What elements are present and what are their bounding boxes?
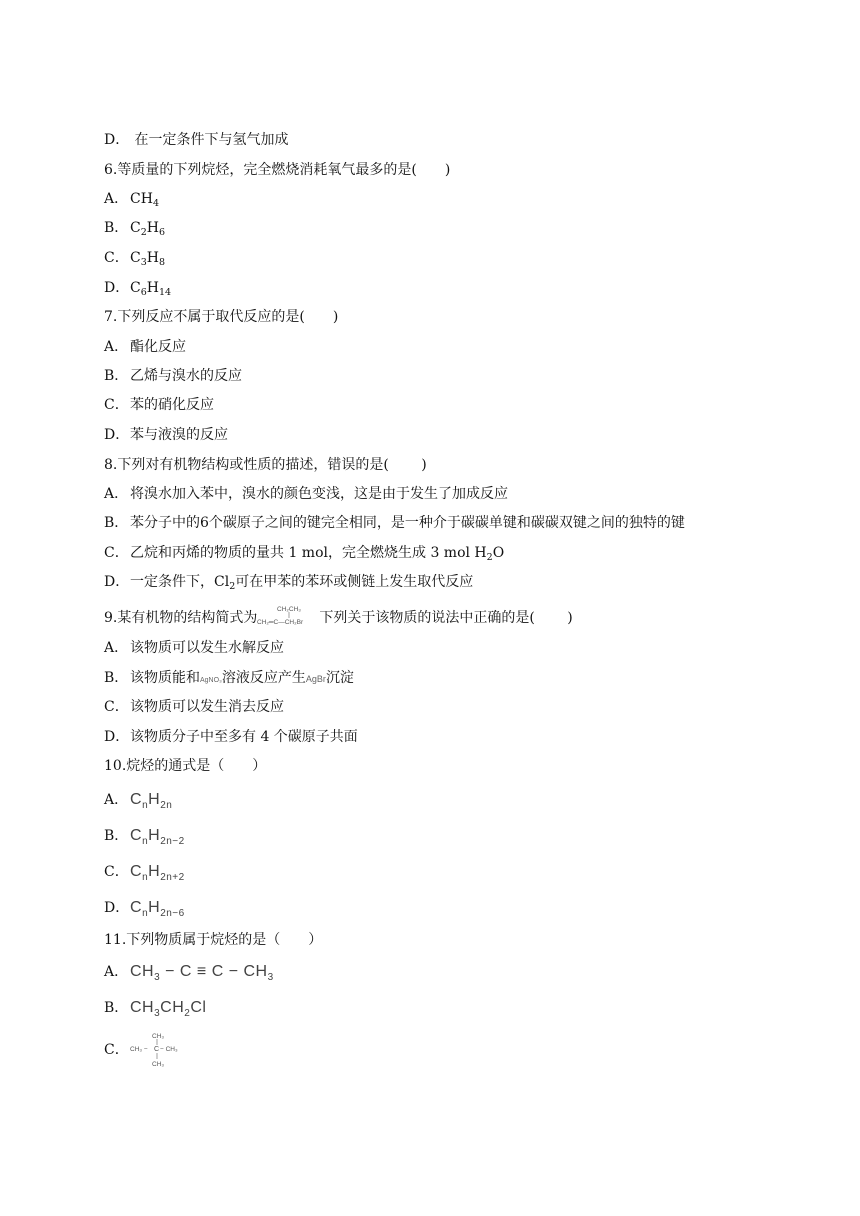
option-text: 乙烯与溴水的反应 <box>130 368 242 384</box>
formula-sub: n <box>142 836 149 847</box>
formula-sub: 6 <box>158 227 166 238</box>
q10-option-a <box>104 790 172 816</box>
struct-main-label: CH₂═C—CH₂Br <box>257 619 304 626</box>
formula-c: C <box>130 899 143 916</box>
struct-right: − CH₃ <box>160 1046 178 1053</box>
q10-option-d <box>104 898 185 924</box>
option-label: C． <box>104 699 129 715</box>
formula-c: C <box>130 220 141 236</box>
formula-sub: 8 <box>158 257 166 268</box>
option-text: 该物质能和 <box>130 670 200 686</box>
option-label: D． <box>104 574 130 590</box>
option-text: 该物质可以发生消去反应 <box>130 699 284 715</box>
q10-option-c <box>104 862 185 888</box>
formula-h: H <box>148 791 161 808</box>
formula-part: CH <box>130 963 155 980</box>
option-text: O <box>492 545 505 561</box>
formula-c: C <box>130 791 143 808</box>
option-sub: 2 <box>486 552 493 563</box>
formula-c: C <box>130 280 141 296</box>
struct-top-label: CH₂CH₃ <box>277 606 302 613</box>
option-label: A． <box>104 339 129 355</box>
general-formula <box>130 827 185 847</box>
formula-sub: 2n <box>160 800 173 811</box>
q5-option-d <box>104 130 288 150</box>
q8-option-d <box>104 572 473 597</box>
formula-sub: 6 <box>140 287 147 298</box>
option-label: C． <box>104 1042 129 1058</box>
option-text: 沉淀 <box>325 670 354 686</box>
q11-option-a <box>104 962 274 988</box>
q8-option-c <box>104 543 504 568</box>
q6-stem: 6.等质量的下列烷烃，完全燃烧消耗氧气最多的是( ) <box>104 162 451 178</box>
general-formula <box>130 863 185 883</box>
formula-sub: 14 <box>158 287 172 298</box>
struct-left: CH₃ − <box>130 1046 148 1053</box>
option-label: D． <box>104 729 130 745</box>
option-label: B． <box>104 368 129 384</box>
option-sub: 2 <box>229 581 236 592</box>
formula-sub: n <box>142 908 149 919</box>
q8-option-b <box>104 513 685 533</box>
struct-center: C <box>154 1046 160 1053</box>
option-label: D． <box>104 280 130 296</box>
formula-part: Cl <box>190 999 207 1016</box>
q6-option-a <box>104 189 159 214</box>
option-label: C． <box>104 397 129 413</box>
structure-formula <box>130 1030 190 1070</box>
option-label: A． <box>104 640 129 656</box>
formula-sub: 4 <box>152 198 159 209</box>
formula-part: CH <box>130 999 155 1016</box>
q8-option-a <box>104 484 508 504</box>
option-text: 一定条件下，Cl <box>130 574 230 590</box>
q11-option-c <box>104 1030 190 1070</box>
option-text: 苯与液溴的反应 <box>130 427 228 443</box>
struct-top: CH₃ <box>152 1033 165 1040</box>
q7-option-b <box>104 366 242 386</box>
q11-option-b <box>104 998 206 1024</box>
general-formula <box>130 791 173 811</box>
q11-stem: 11.下列物质属于烷烃的是（ ） <box>104 932 323 948</box>
structure-formula <box>130 999 207 1019</box>
struct-bottom: CH₃ <box>152 1061 165 1068</box>
formula-h: H <box>146 220 159 236</box>
formula-sub: 2n+2 <box>160 872 185 883</box>
formula-c: C <box>130 863 143 880</box>
formula-sub: 3 <box>267 972 274 983</box>
q6-option-b <box>104 218 165 243</box>
option-label: B． <box>104 670 129 686</box>
formula-sub: n <box>142 872 149 883</box>
general-formula <box>130 899 185 919</box>
inline-formula: AgBr <box>305 674 326 684</box>
option-label: B． <box>104 515 129 531</box>
stem-text: 9.某有机物的结构简式为 <box>104 610 258 626</box>
structure-formula <box>257 604 319 626</box>
option-label: C． <box>104 250 129 266</box>
formula-h: H <box>148 863 161 880</box>
option-label: B． <box>104 1000 129 1016</box>
option-text: 该物质可以发生水解反应 <box>130 640 284 656</box>
formula-h: H <box>148 827 161 844</box>
option-label: D． <box>104 132 130 148</box>
option-label: B． <box>104 220 129 236</box>
formula-sub: 3 <box>140 257 147 268</box>
formula-sub: 3 <box>154 972 161 983</box>
formula-h: H <box>140 191 153 207</box>
option-text: 苯分子中的6个碳原子之间的键完全相同，是一种介于碳碳单键和碳碳双键之间的独特的键 <box>130 515 685 531</box>
formula-sub: 2 <box>184 1008 191 1019</box>
formula-sub: n <box>142 800 149 811</box>
q7-stem: 7.下列反应不属于取代反应的是( ) <box>104 309 339 325</box>
q7-option-c <box>104 395 214 415</box>
q6-option-d <box>104 278 171 303</box>
option-label: D． <box>104 900 130 916</box>
formula-sub: 3 <box>154 1008 161 1019</box>
q8-stem: 8.下列对有机物结构或性质的描述，错误的是( ) <box>104 457 427 473</box>
q10-stem: 10.烷烃的通式是（ ） <box>104 758 267 774</box>
q9-stem <box>104 604 573 628</box>
option-label: C． <box>104 864 129 880</box>
formula-sub: 2 <box>140 227 147 238</box>
formula-sub: 2n−2 <box>160 836 185 847</box>
option-label: A． <box>104 191 129 207</box>
formula-part: CH <box>160 999 185 1016</box>
option-text: 可在甲苯的苯环或侧链上发生取代反应 <box>235 574 474 590</box>
formula-part: − C ≡ C − CH <box>160 963 268 980</box>
q9-option-a <box>104 638 284 658</box>
structure-formula <box>130 963 274 983</box>
stem-text: 下列关于该物质的说法中正确的是( ) <box>319 610 573 626</box>
option-label: A． <box>104 964 129 980</box>
formula-sub: 2n−6 <box>160 908 185 919</box>
formula-c: C <box>130 250 141 266</box>
formula-h: H <box>146 250 159 266</box>
formula-c: C <box>130 827 143 844</box>
q9-option-c <box>104 697 284 717</box>
option-text: 将溴水加入苯中，溴水的颜色变浅，这是由于发生了加成反应 <box>130 486 508 502</box>
q6-option-c <box>104 248 165 273</box>
option-text: 酯化反应 <box>130 339 186 355</box>
formula-c: C <box>130 191 141 207</box>
option-text: 溶液反应产生 <box>221 670 306 686</box>
q7-option-a <box>104 337 186 357</box>
option-label: B． <box>104 828 129 844</box>
option-label: A． <box>104 486 129 502</box>
option-label: A． <box>104 792 129 808</box>
formula-h: H <box>148 899 161 916</box>
option-text: 该物质分子中至多有 4 个碳原子共面 <box>130 729 358 745</box>
q10-option-b <box>104 826 185 852</box>
inline-formula: AgNO₃ <box>200 677 222 684</box>
q7-option-d <box>104 425 228 445</box>
q9-option-d <box>104 727 358 747</box>
option-label: D． <box>104 427 130 443</box>
q9-option-b <box>104 668 354 691</box>
option-text: 苯的硝化反应 <box>130 397 214 413</box>
option-text: 乙烷和丙烯的物质的量共 1 mol，完全燃烧生成 3 mol H <box>130 545 487 561</box>
formula-h: H <box>146 280 159 296</box>
option-text: 在一定条件下与氢气加成 <box>134 132 289 148</box>
option-label: C． <box>104 545 129 561</box>
